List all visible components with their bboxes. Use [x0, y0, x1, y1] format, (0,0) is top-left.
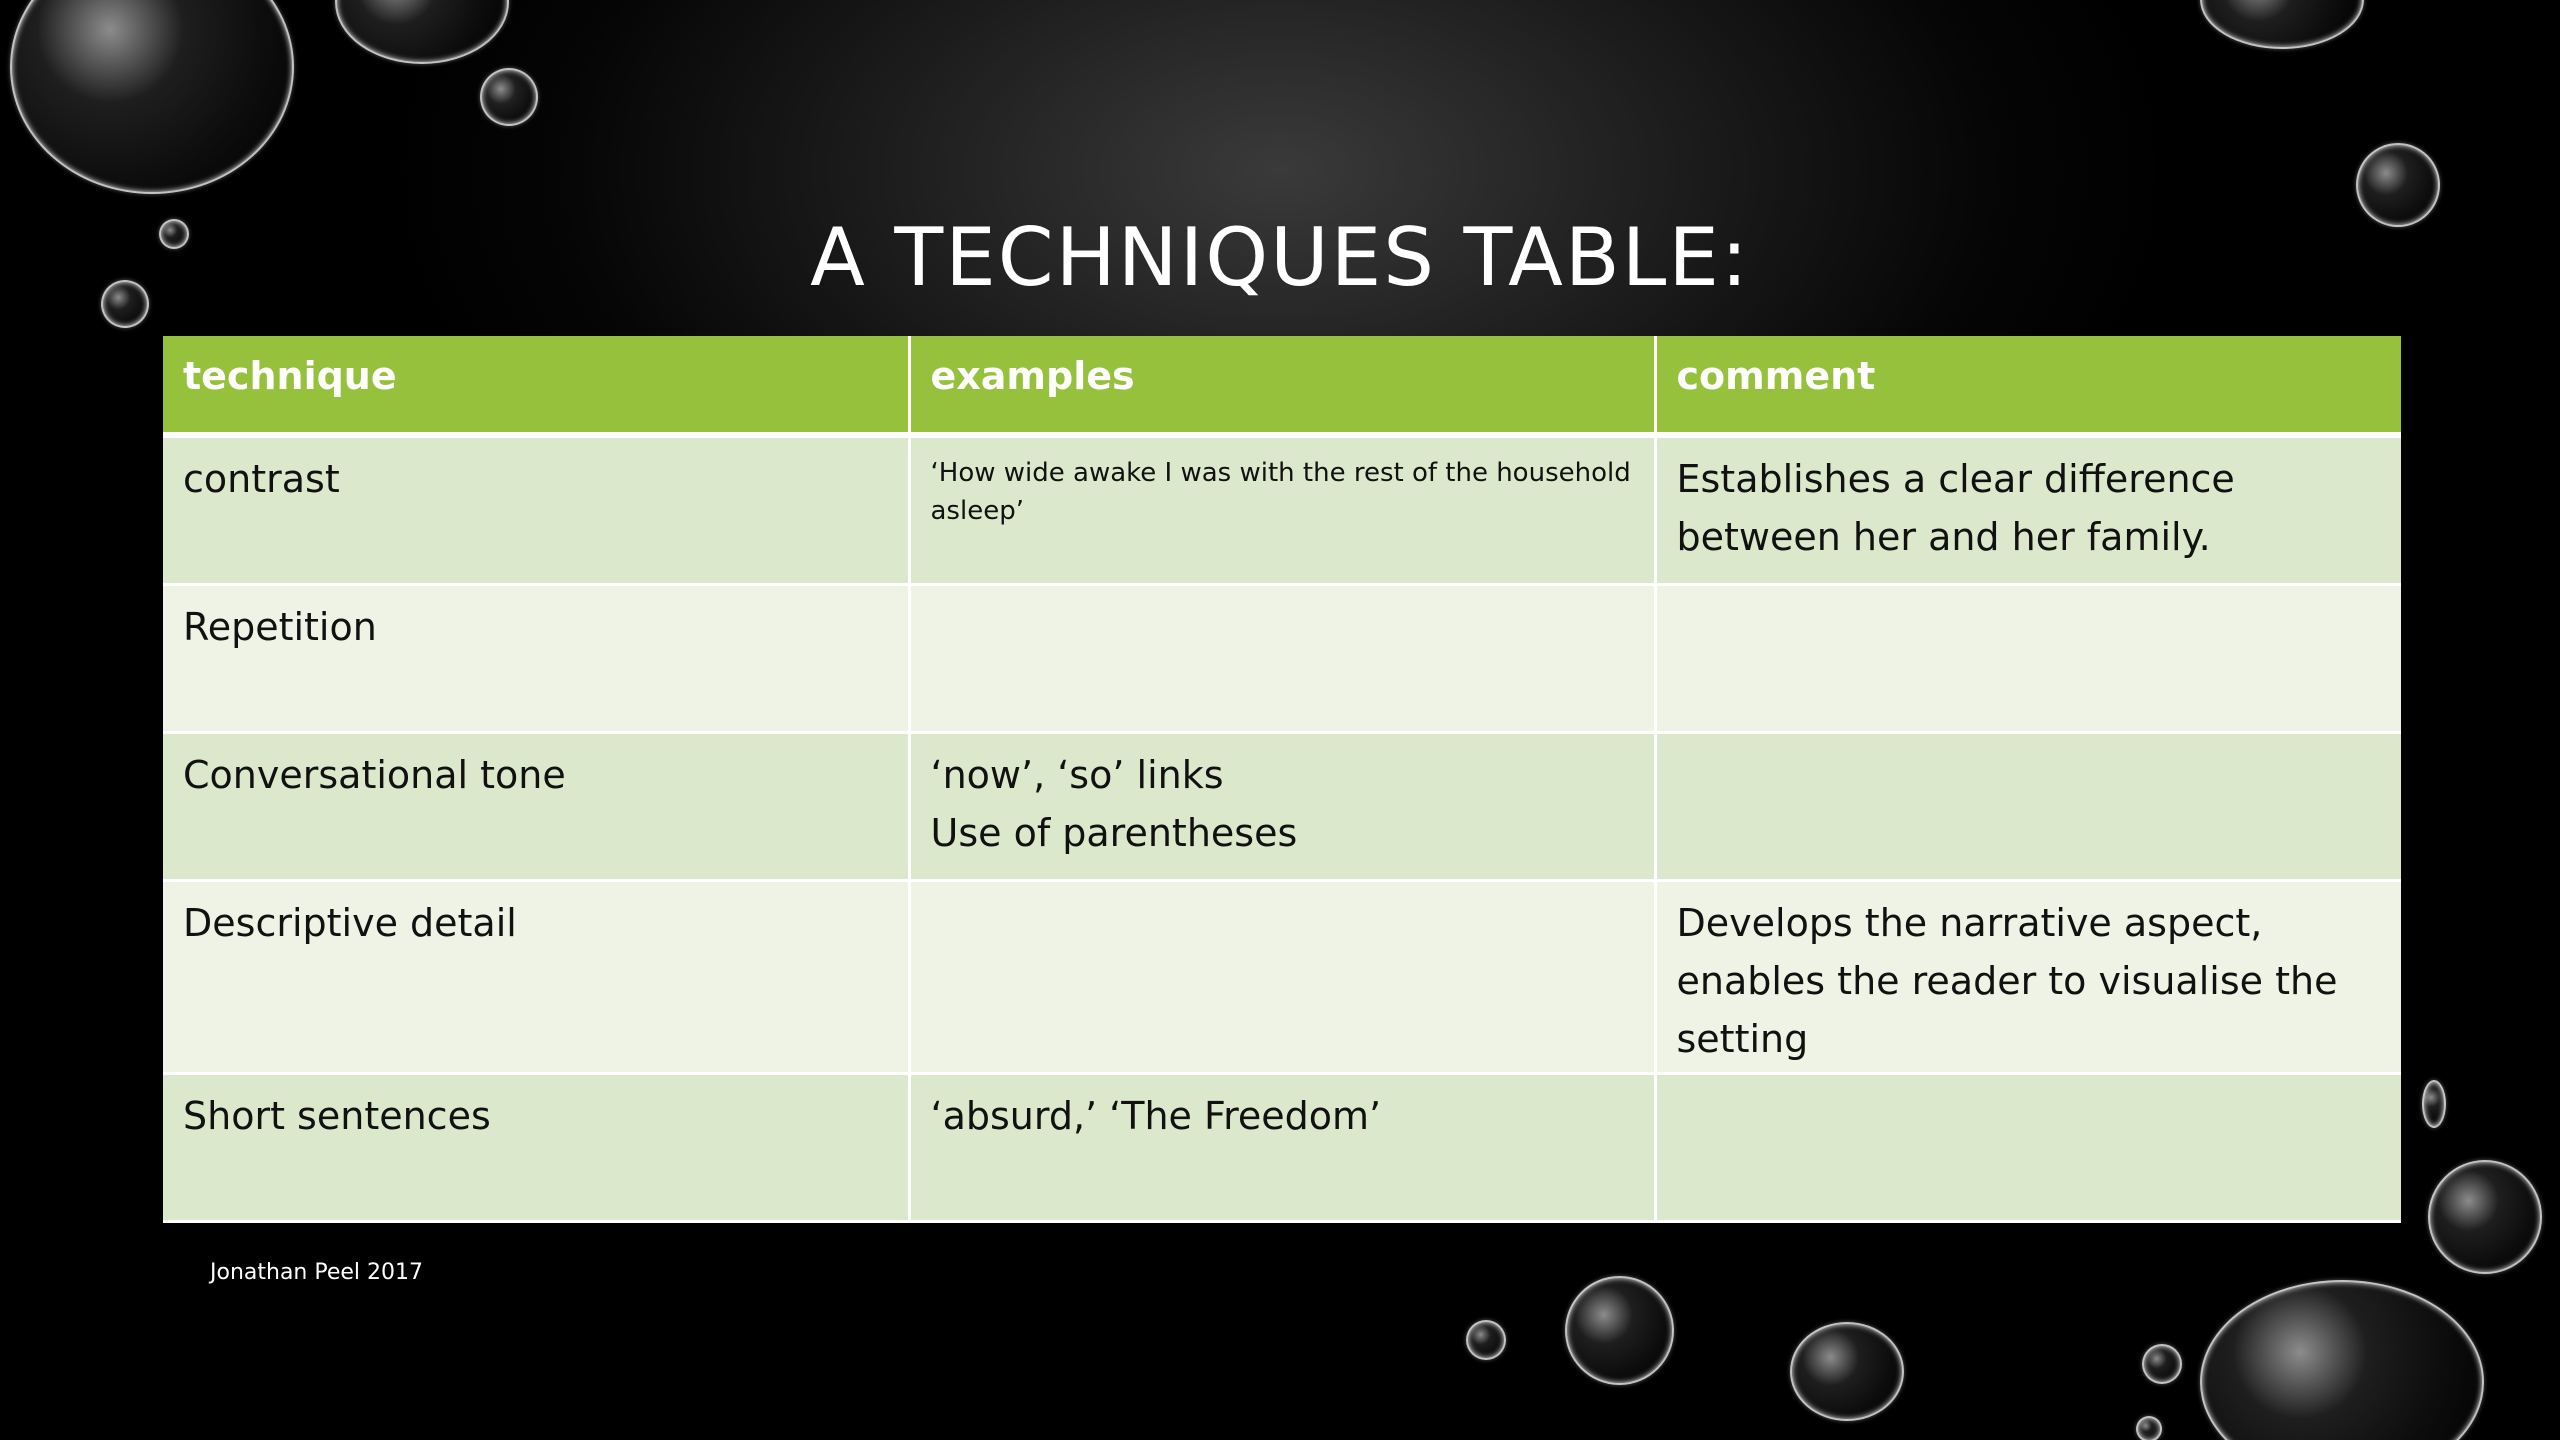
table-row	[163, 881, 2401, 1074]
bubble-decoration	[2200, 0, 2364, 49]
cell-comment: Establishes a clear difference between her and her family.	[1655, 435, 2401, 585]
bubble-decoration	[2136, 1416, 2162, 1440]
table-row	[163, 1074, 2401, 1222]
bubble-decoration	[1565, 1276, 1674, 1385]
cell-examples	[909, 585, 1655, 733]
cell-examples	[909, 881, 1655, 1074]
example-text: ‘absurd,’ ‘The Freedom’	[930, 1094, 1382, 1138]
header-technique: technique	[163, 336, 909, 435]
techniques-table	[163, 336, 2401, 1223]
example-text: ‘now’, ‘so’ links	[930, 753, 1224, 797]
cell-comment: Develops the narrative aspect, enables the reader to visualise the setting	[1655, 881, 2401, 1074]
cell-technique: Conversational tone	[163, 733, 909, 881]
bubble-decoration	[2200, 1280, 2484, 1440]
table-row	[163, 585, 2401, 733]
header-examples: examples	[909, 336, 1655, 435]
table-row	[163, 435, 2401, 585]
bubble-decoration	[480, 68, 538, 126]
cell-technique: Descriptive detail	[163, 881, 909, 1074]
bubble-decoration	[2142, 1344, 2182, 1384]
cell-technique: Short sentences	[163, 1074, 909, 1222]
cell-examples	[909, 1074, 1655, 1222]
cell-examples	[909, 435, 1655, 585]
footer-credit: Jonathan Peel 2017	[210, 1260, 424, 1285]
techniques-table-container	[163, 336, 2401, 1223]
header-comment: comment	[1655, 336, 2401, 435]
table-header-row	[163, 336, 2401, 435]
cell-comment	[1655, 733, 2401, 881]
bubble-decoration	[2422, 1080, 2446, 1128]
bubble-decoration	[335, 0, 509, 64]
example-text: Use of parentheses	[930, 811, 1298, 855]
cell-technique: Repetition	[163, 585, 909, 733]
bubble-decoration	[1790, 1322, 1904, 1421]
bubble-decoration	[10, 0, 294, 194]
table-row	[163, 733, 2401, 881]
cell-comment	[1655, 1074, 2401, 1222]
cell-technique: contrast	[163, 435, 909, 585]
example-text: ‘How wide awake I was with the rest of the household asleep’	[930, 458, 1631, 526]
cell-comment	[1655, 585, 2401, 733]
slide-title: A TECHNIQUES TABLE:	[810, 211, 1750, 304]
bubble-decoration	[2428, 1160, 2542, 1274]
cell-examples	[909, 733, 1655, 881]
bubble-decoration	[1466, 1320, 1506, 1360]
